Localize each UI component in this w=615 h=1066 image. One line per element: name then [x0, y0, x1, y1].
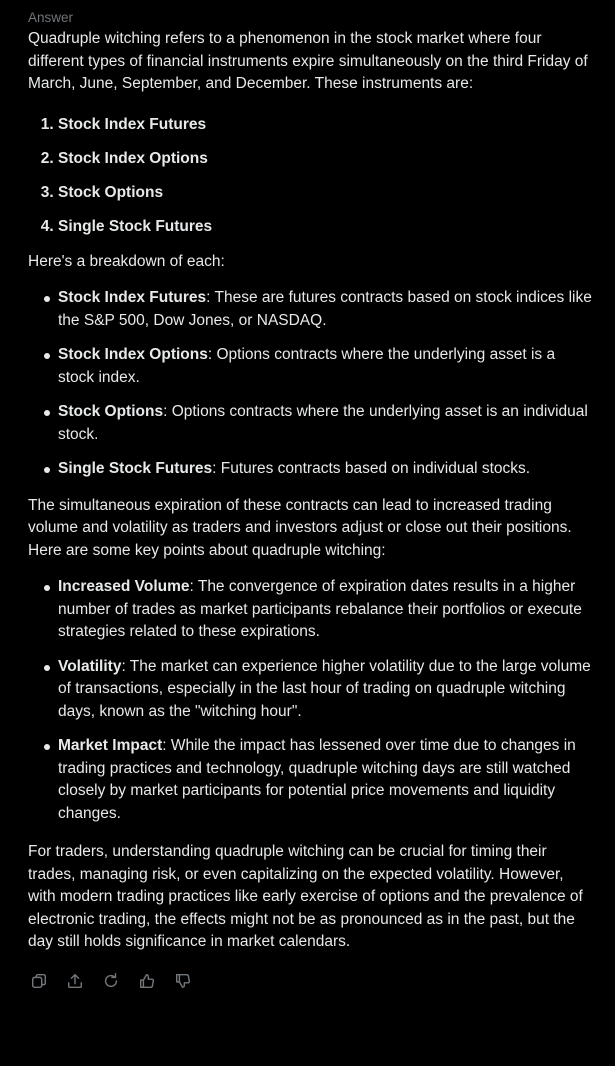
key-points-list — [28, 576, 595, 825]
list-item-term: Stock Index Options — [58, 346, 208, 364]
regenerate-icon — [102, 972, 120, 990]
list-item-term: Increased Volume — [58, 578, 190, 596]
list-item-desc: : Futures contracts based on individual stocks. — [212, 460, 531, 478]
list-item — [58, 656, 595, 724]
list-item-term: Single Stock Futures — [58, 460, 213, 478]
copy-icon — [30, 972, 48, 990]
share-icon — [66, 972, 84, 990]
list-item: 3. Stock Options — [58, 182, 595, 205]
list-item-term: Stock Options — [58, 403, 164, 421]
thumbs-up-icon — [138, 972, 156, 990]
answer-label: Answer — [28, 10, 74, 25]
list-item-desc: : The market can experience higher volatility due to the large volume of transactions, especially in the last hour of trading on quadruple witching days, known as the "witching hour". — [58, 657, 591, 720]
list-item-desc: : Options contracts where the underlying asset is an individual stock. — [58, 403, 588, 443]
list-item: 1. Stock Index Futures — [58, 114, 595, 137]
list-item — [58, 287, 595, 332]
thumbs-up-button[interactable] — [136, 970, 158, 992]
list-item-desc: : Options contracts where the underlying asset is a stock index. — [58, 346, 556, 386]
regenerate-button[interactable] — [100, 970, 122, 992]
list-item — [58, 735, 595, 825]
list-item — [58, 344, 595, 389]
list-item: 2. Stock Index Options — [58, 148, 595, 171]
simultaneous-paragraph: The simultaneous expiration of these contracts can lead to increased trading volume and volatility as traders and investors adjust or close out their positions. Here are some key points about quadruple witching: — [28, 496, 572, 559]
list-item-desc: : The convergence of expiration dates results in a higher number of trades as market participants rebalance their portfolios or execute strategies related to these expirations. — [58, 578, 582, 641]
list-item — [58, 401, 595, 446]
thumbs-down-icon — [174, 972, 192, 990]
breakdown-heading: Here's a breakdown of each: — [28, 252, 225, 270]
response-toolbar — [28, 970, 595, 992]
breakdown-list — [28, 287, 595, 481]
thumbs-down-button[interactable] — [172, 970, 194, 992]
list-item — [58, 458, 595, 481]
conclusion-paragraph: For traders, understanding quadruple witching can be crucial for timing their trades, managing risk, or even capitalizing on the expected volatility. However, with modern trading practices like early exercise of options and the prevalence of electronic trading, the effects might not be as pronounced as in the past, but the day still holds significance in market calendars. — [28, 843, 583, 951]
list-item-desc: : While the impact has lessened over time due to changes in trading practices and technology, quadruple witching days are still watched closely by market participants for potential price movements and liquidity changes. — [58, 737, 576, 822]
list-item — [58, 576, 595, 644]
list-item-term: Volatility — [58, 657, 122, 675]
list-item-desc: : These are futures contracts based on stock indices like the S&P 500, Dow Jones, or NASDAQ. — [58, 289, 592, 329]
list-item-term: Stock Index Futures — [58, 289, 207, 307]
list-item: 4. Single Stock Futures — [58, 216, 595, 239]
list-item-term: Market Impact — [58, 737, 163, 755]
intro-paragraph: Quadruple witching refers to a phenomenon in the stock market where four different types of financial instruments expire simultaneously on the third Friday of March, June, September, and December. These instruments are: — [28, 30, 588, 92]
copy-button[interactable] — [28, 970, 50, 992]
share-button[interactable] — [64, 970, 86, 992]
instruments-list — [28, 114, 595, 239]
